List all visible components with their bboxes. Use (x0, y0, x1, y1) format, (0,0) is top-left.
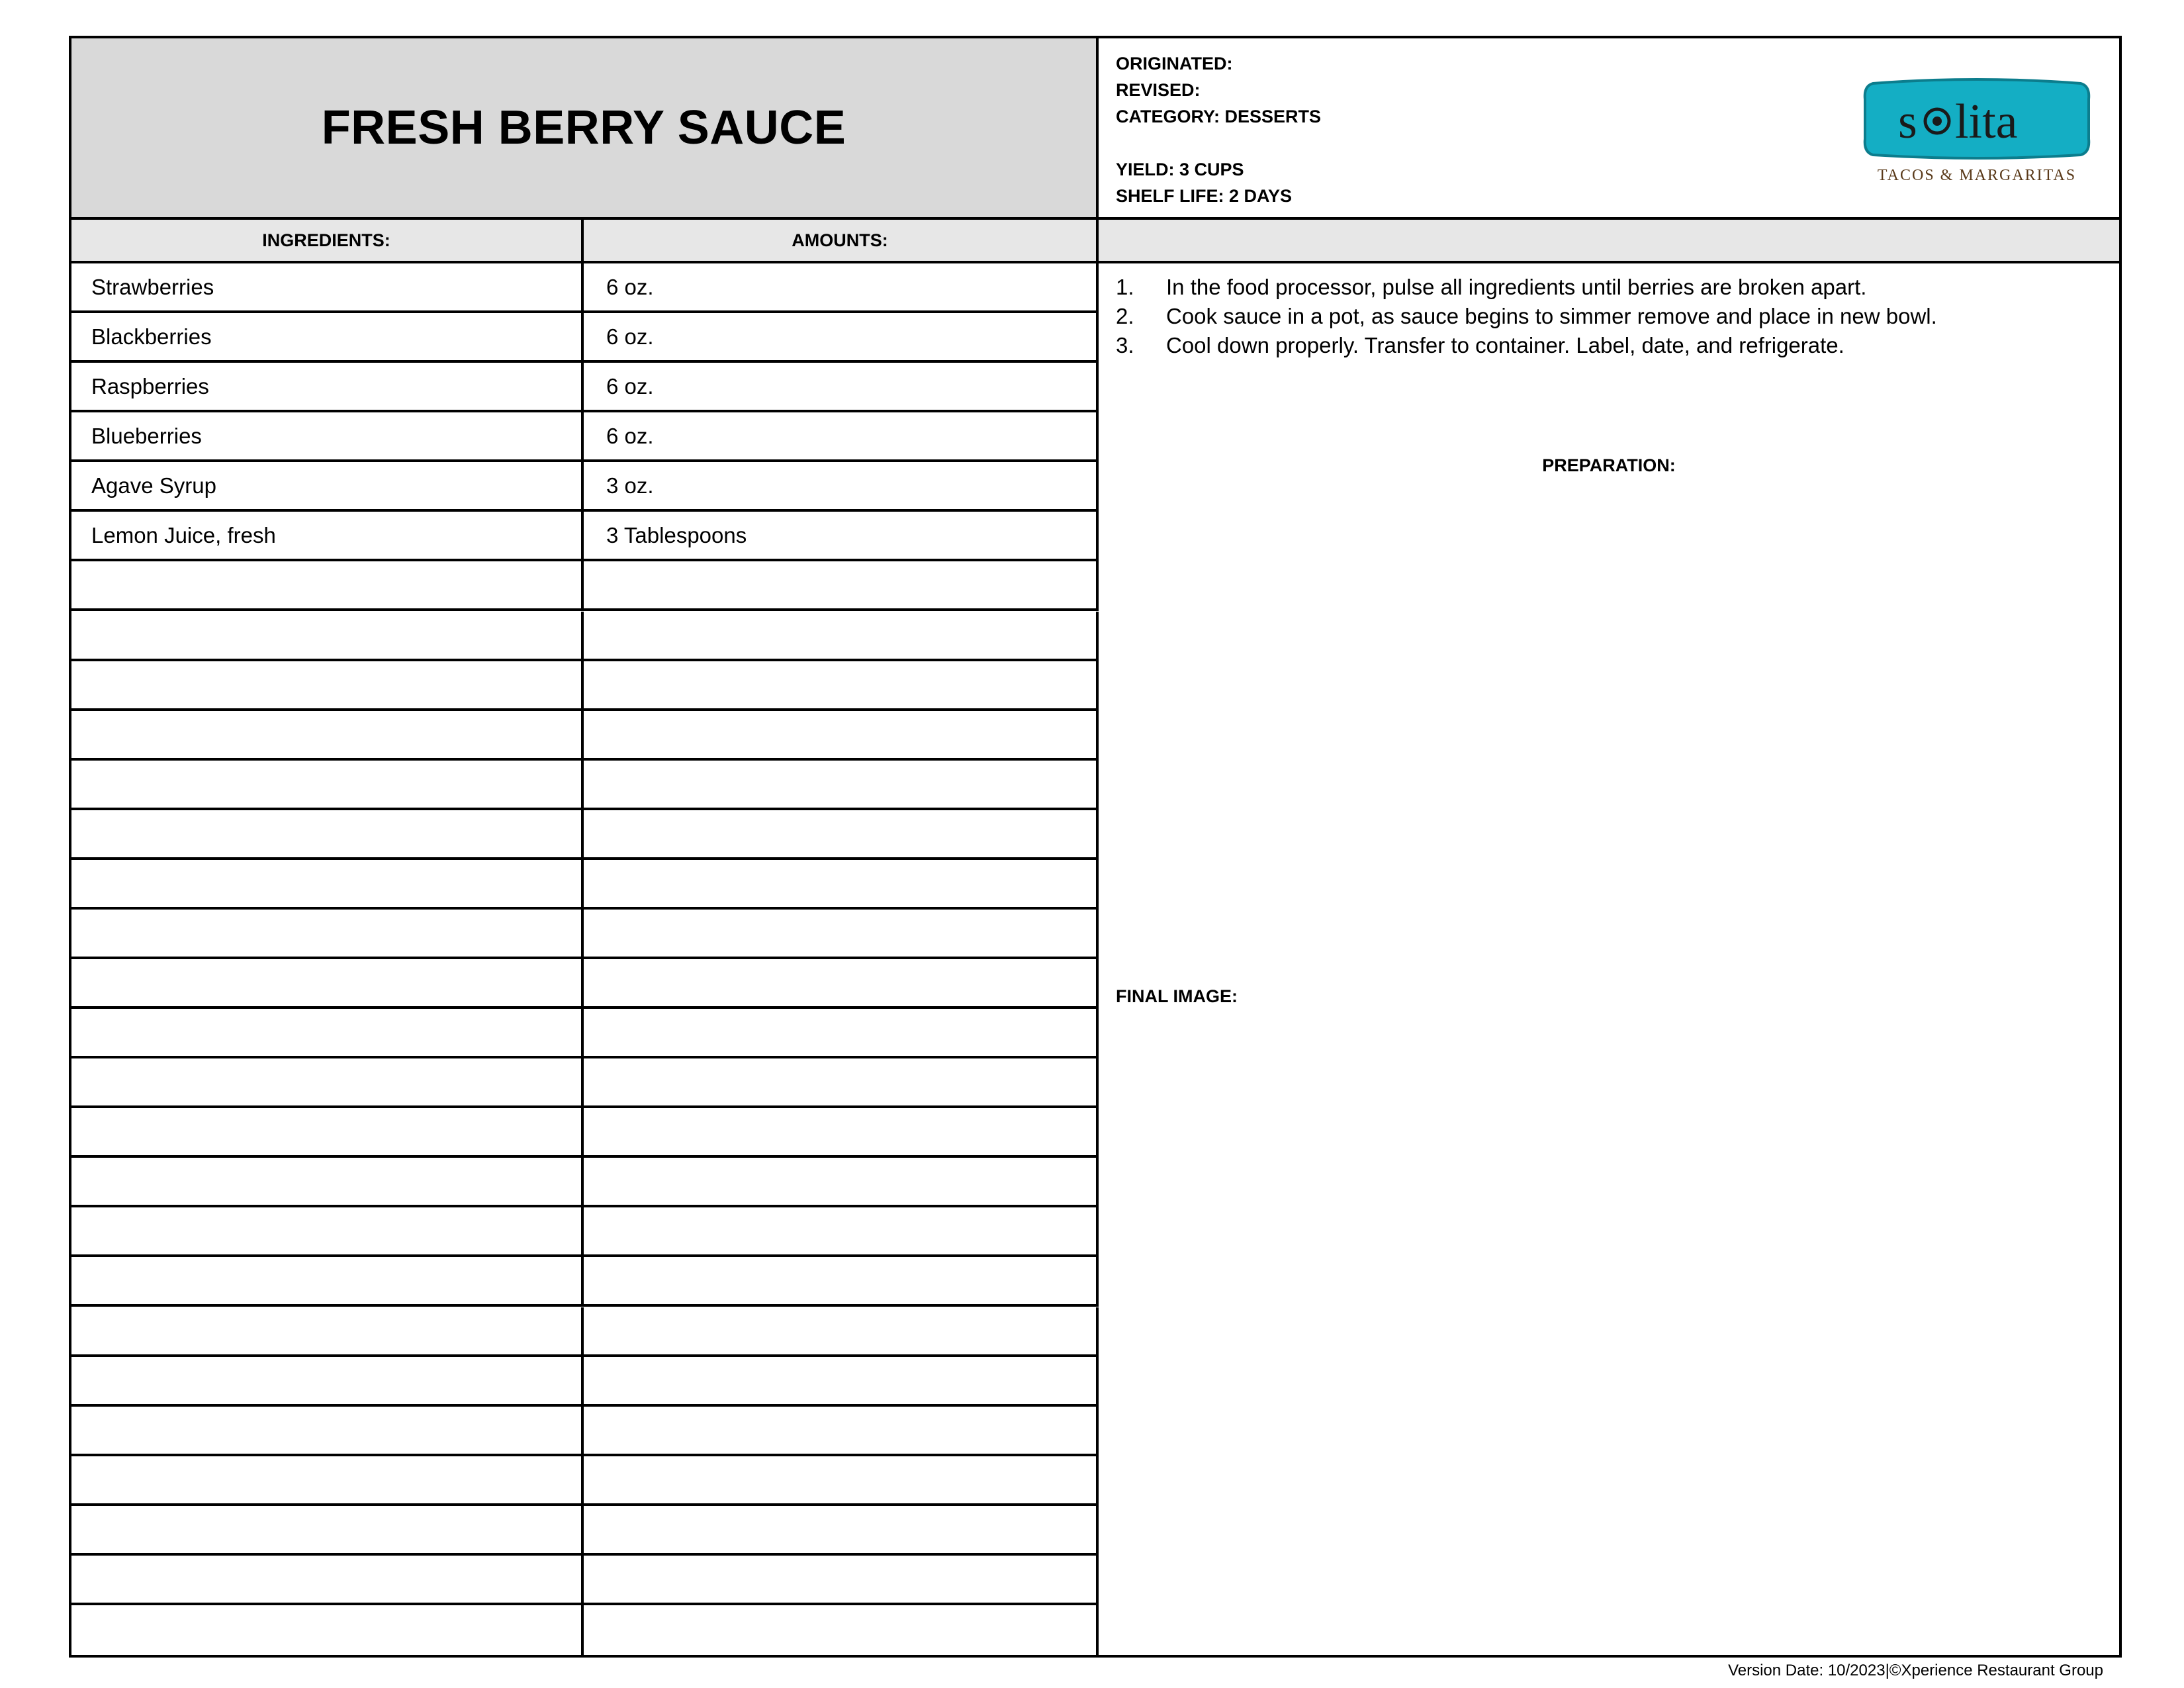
table-row (71, 1207, 1099, 1257)
shelf-life-label: SHELF LIFE: 2 DAYS (1116, 186, 1293, 206)
ingredient-name-cell (71, 1158, 584, 1205)
ingredient-amount-cell (584, 810, 1099, 857)
logo-tagline: TACOS & MARGARITAS (1877, 167, 2077, 184)
table-row (71, 1506, 1099, 1556)
table-row (71, 1108, 1099, 1158)
ingredient-name-cell: Raspberries (71, 363, 584, 410)
ingredient-amount-cell (584, 1357, 1099, 1404)
table-row (71, 761, 1099, 810)
table-row (71, 1158, 1099, 1207)
logo-wordmark (1898, 95, 2018, 149)
category-label: CATEGORY: DESSERTS (1116, 107, 1322, 126)
step-text: Cool down properly. Transfer to container. Label, date, and refrigerate. (1166, 333, 1844, 357)
ingredient-name-cell (71, 1506, 584, 1553)
ingredient-amount-cell: 3 Tablespoons (584, 512, 1099, 559)
ingredient-name-cell (71, 1108, 584, 1155)
table-row (71, 263, 1099, 313)
ingredient-name-cell (71, 1009, 584, 1056)
ingredient-amount-cell (584, 959, 1099, 1006)
ingredient-name-cell (71, 910, 584, 957)
ingredient-amount-cell (584, 1108, 1099, 1155)
ingredient-amount-cell (584, 1506, 1099, 1553)
table-row (71, 561, 1099, 611)
ingredient-name-cell (71, 1207, 584, 1254)
ingredient-name-cell (71, 1456, 584, 1503)
ingredient-amount-cell (584, 1605, 1099, 1655)
ingredient-amount-cell (584, 1307, 1099, 1354)
ingredients-header: INGREDIENTS: (71, 220, 584, 261)
table-row (71, 959, 1099, 1009)
ingredient-amount-cell (584, 612, 1099, 659)
yield-label: YIELD: 3 CUPS (1116, 160, 1244, 179)
table-row (71, 412, 1099, 462)
ingredient-name-cell (71, 561, 584, 608)
ingredient-amount-cell (584, 910, 1099, 957)
svg-text:s: s (1898, 95, 1917, 149)
ingredient-name-cell: Blueberries (71, 412, 584, 459)
ingredient-amount-cell (584, 711, 1099, 758)
ingredient-amount-cell (584, 1207, 1099, 1254)
ingredient-name-cell: Agave Syrup (71, 462, 584, 509)
table-row (71, 1307, 1099, 1357)
ingredient-name-cell (71, 761, 584, 808)
table-row (71, 1456, 1099, 1506)
ingredient-name-cell: Strawberries (71, 263, 584, 310)
ingredient-name-cell (71, 612, 584, 659)
ingredient-name-cell (71, 1407, 584, 1454)
ingredient-name-cell (71, 1605, 584, 1655)
ingredient-amount-cell (584, 1556, 1099, 1603)
title-cell (71, 38, 1099, 217)
table-row (71, 1407, 1099, 1456)
version-footer: Version Date: 10/2023|©Xperience Restaurant Group (1728, 1662, 2103, 1679)
preparation-panel (1099, 263, 2119, 1655)
preparation-step: 3. Cool down properly. Transfer to container. Label, date, and refrigerate. (1116, 331, 1937, 360)
ingredient-amount-cell (584, 1407, 1099, 1454)
table-row (71, 1009, 1099, 1058)
preparation-steps (1116, 273, 1937, 360)
svg-text:lita: lita (1955, 95, 2018, 149)
table-row (71, 462, 1099, 512)
ingredient-name-cell (71, 810, 584, 857)
table-row (71, 512, 1099, 561)
ingredient-name-cell: Lemon Juice, fresh (71, 512, 584, 559)
table-row (71, 612, 1099, 661)
table-row (71, 1556, 1099, 1605)
table-row (71, 711, 1099, 761)
ingredient-name-cell (71, 959, 584, 1006)
ingredient-name-cell (71, 1556, 584, 1603)
ingredient-amount-cell (584, 1257, 1099, 1304)
table-row (71, 1357, 1099, 1407)
table-row (71, 810, 1099, 860)
ingredient-amount-cell (584, 761, 1099, 808)
table-row (71, 910, 1099, 959)
ingredient-amount-cell: 6 oz. (584, 313, 1099, 360)
revised-label: REVISED: (1116, 80, 1201, 100)
amounts-header: AMOUNTS: (584, 220, 1099, 261)
originated-label: ORIGINATED: (1116, 54, 1233, 73)
table-row (71, 363, 1099, 412)
preparation-step: 2. Cook sauce in a pot, as sauce begins to simmer remove and place in new bowl. (1116, 302, 1937, 331)
ingredients-table (71, 263, 1099, 1655)
table-row (71, 661, 1099, 711)
recipe-card (69, 36, 2122, 1658)
table-row (71, 1058, 1099, 1108)
ingredient-amount-cell (584, 1158, 1099, 1205)
step-text: Cook sauce in a pot, as sauce begins to simmer remove and place in new bowl. (1166, 304, 1937, 328)
ingredient-name-cell (71, 711, 584, 758)
preparation-header: PREPARATION: (1542, 455, 1676, 475)
ingredient-name-cell (71, 1357, 584, 1404)
ingredient-name-cell: Blackberries (71, 313, 584, 360)
recipe-title: FRESH BERRY SAUCE (321, 101, 846, 154)
preparation-step: 1. In the food processor, pulse all ingredients until berries are broken apart. (1116, 273, 1937, 302)
table-row (71, 860, 1099, 910)
table-row (71, 1257, 1099, 1307)
table-row (71, 313, 1099, 363)
ingredient-amount-cell (584, 661, 1099, 708)
ingredient-amount-cell (584, 860, 1099, 907)
ingredient-name-cell (71, 1257, 584, 1304)
ingredient-amount-cell (584, 1456, 1099, 1503)
ingredient-name-cell (71, 1307, 584, 1354)
ingredient-name-cell (71, 1058, 584, 1105)
ingredient-amount-cell: 6 oz. (584, 363, 1099, 410)
recipe-meta (1099, 38, 2119, 217)
ingredient-amount-cell: 3 oz. (584, 462, 1099, 509)
final-image-label: FINAL IMAGE: (1116, 986, 1238, 1006)
ingredient-name-cell (71, 860, 584, 907)
ingredient-amount-cell (584, 1009, 1099, 1056)
ingredient-amount-cell: 6 oz. (584, 412, 1099, 459)
ingredient-amount-cell (584, 1058, 1099, 1105)
table-row (71, 1605, 1099, 1655)
solita-logo (1861, 73, 2093, 185)
ingredient-amount-cell: 6 oz. (584, 263, 1099, 310)
step-text: In the food processor, pulse all ingredients until berries are broken apart. (1166, 275, 1867, 299)
ingredient-amount-cell (584, 561, 1099, 608)
ingredient-name-cell (71, 661, 584, 708)
